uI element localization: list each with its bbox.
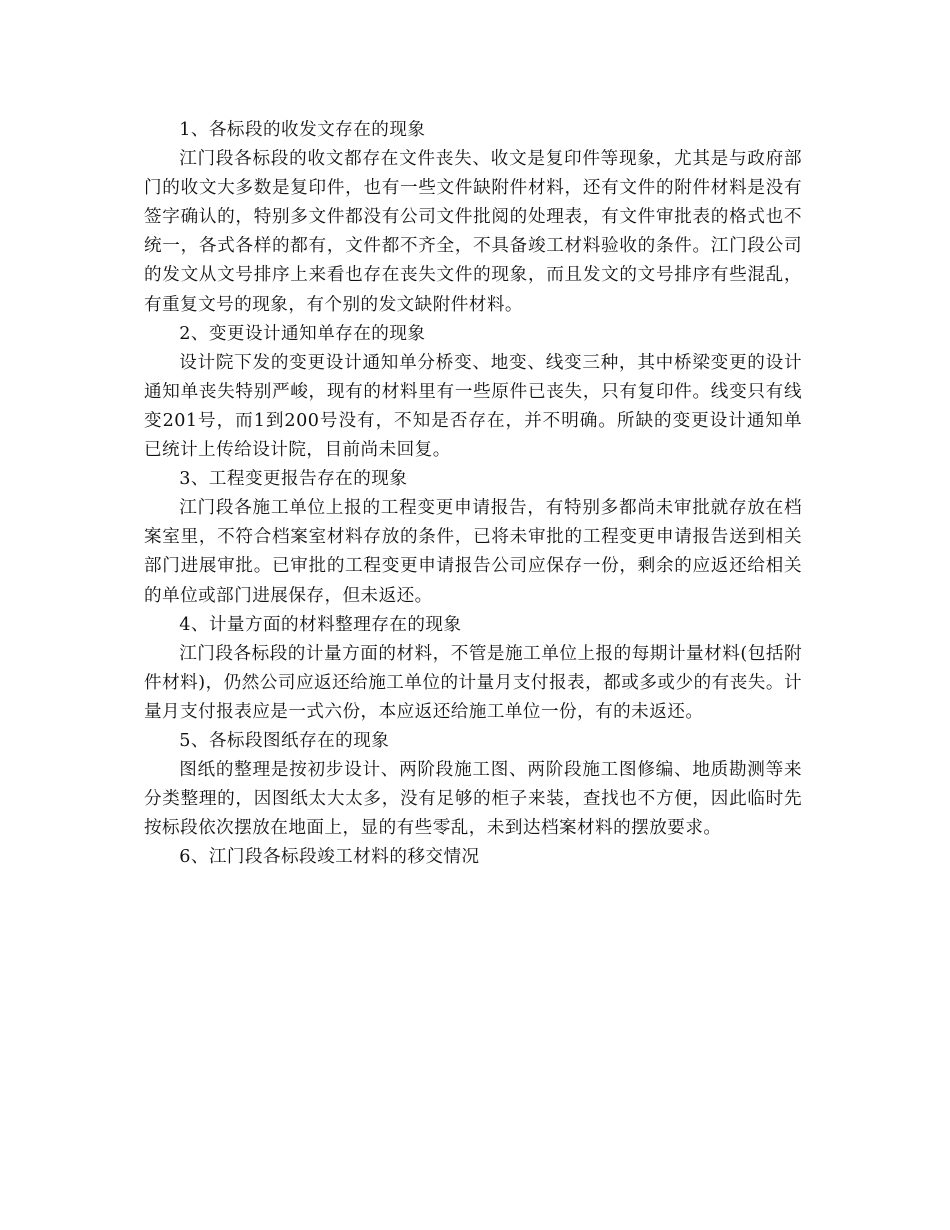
section-paragraph-5: 图纸的整理是按初步设计、两阶段施工图、两阶段施工图修编、地质勘测等来分类整理的，因图纸太大太多，没有足够的柜子来装，查找也不方便，因此临时先按标段依次摆放在地面上，显的有些零乱，未到达档案材料的摆放要求。 [144,760,802,839]
section-paragraph-4: 江门段各标段的计量方面的材料，不管是施工单位上报的每期计量材料(包括附件材料)，仍然公司应返还给施工单位的计量月支付报表，都或多或少的有丧失。计量月支付报表应是一式六份，本应返还给施工单位一份，有的未返还。 [144,643,802,722]
section-paragraph-1: 江门段各标段的收文都存在文件丧失、收文是复印件等现象，尤其是与政府部门的收文大多数是复印件，也有一些文件缺附件材料，还有文件的附件材料是没有签字确认的，特别多文件都没有公司文件批阅的处理表，有文件审批表的格式也不统一，各式各样的都有，文件都不齐全，不具备竣工材料验收的条件。江门段公司的发文从文号排序上来看也存在丧失文件的现象，而且发文的文号排序有些混乱，有重复文号的现象，有个别的发文缺附件材料。 [144,149,802,315]
section-heading-1: 1、各标段的收发文存在的现象 [179,120,426,140]
section-heading-4: 4、计量方面的材料整理存在的现象 [179,614,462,635]
section-heading-3: 3、工程变更报告存在的现象 [179,469,408,490]
section-heading-6: 6、江门段各标段竣工材料的移交情况 [179,847,480,868]
section-heading-5: 5、各标段图纸存在的现象 [179,730,390,751]
document-body [144,116,802,872]
section-paragraph-2: 设计院下发的变更设计通知单分桥变、地变、线变三种，其中桥梁变更的设计通知单丧失特别严峻，现有的材料里有一些原件已丧失，只有复印件。线变只有线变201号，而1到200号没有，不知是否存在，并不明确。所缺的变更设计通知单已统计上传给设计院，目前尚未回复。 [144,352,802,461]
section-heading-2: 2、变更设计通知单存在的现象 [179,323,426,344]
section-paragraph-3: 江门段各施工单位上报的工程变更申请报告，有特别多都尚未审批就存放在档案室里，不符合档案室材料存放的条件，已将未审批的工程变更申请报告送到相关部门进展审批。已审批的工程变更申请报告公司应保存一份，剩余的应返还给相关的单位或部门进展保存，但未返还。 [144,498,802,606]
